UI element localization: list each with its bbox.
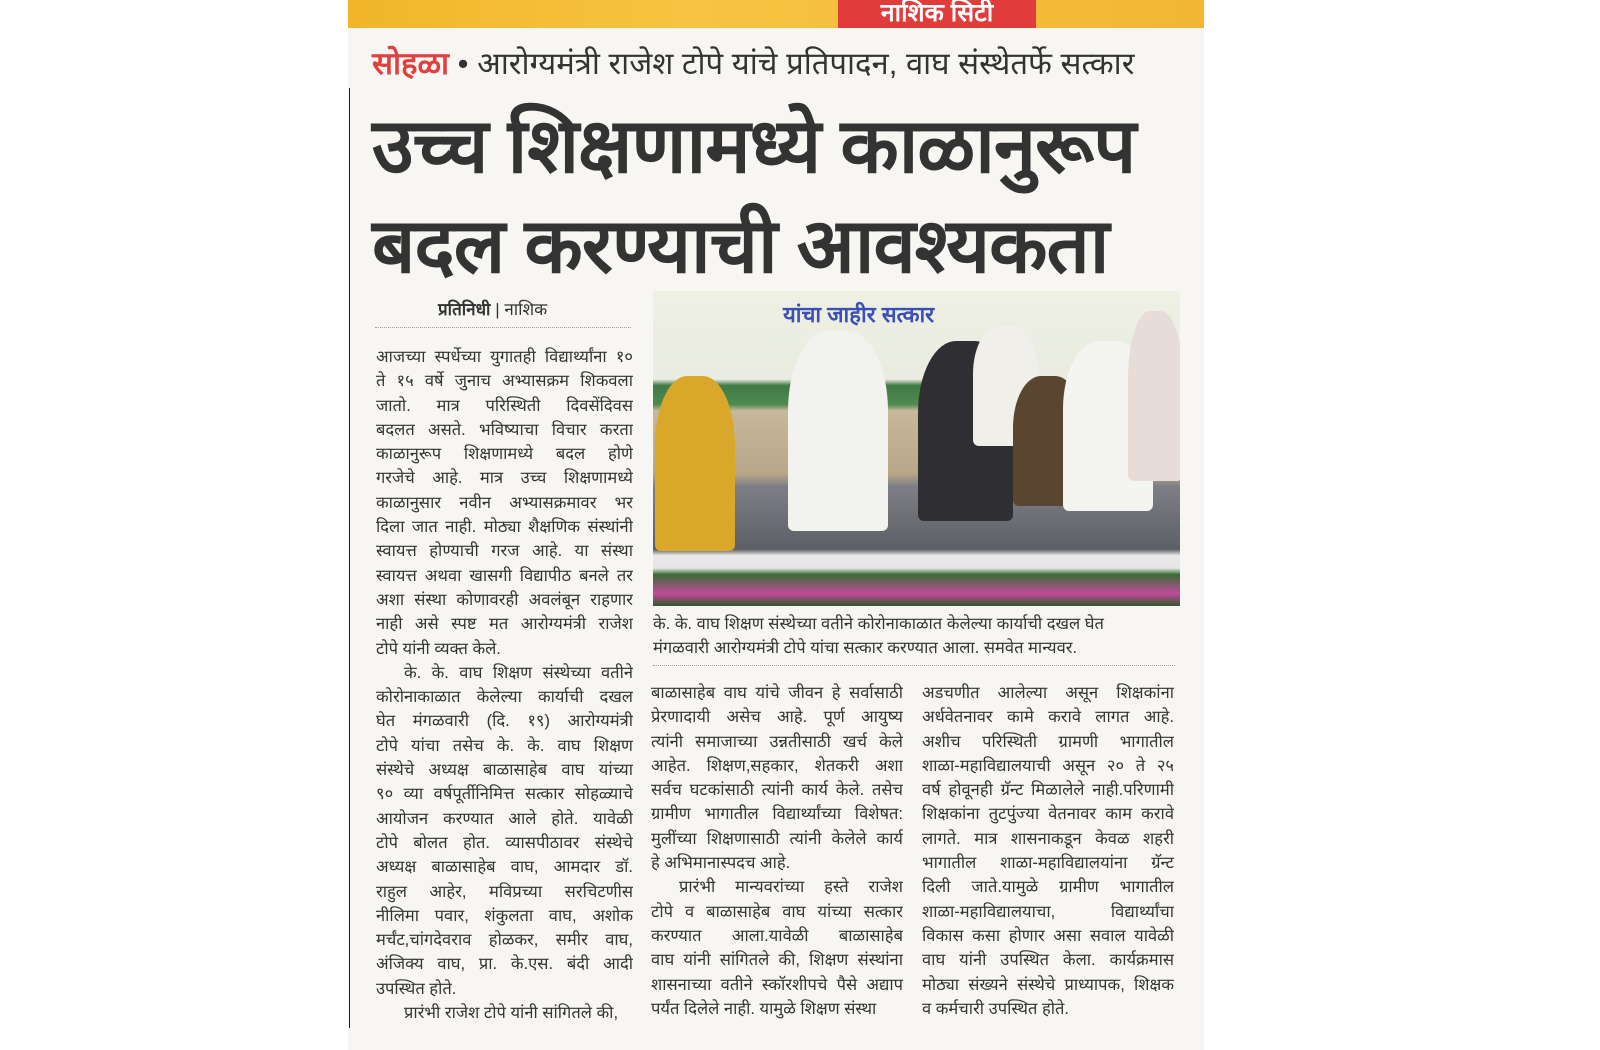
- article-line: उपस्थित होते.: [376, 979, 457, 998]
- article-line: ते १५ वर्षे जुनाच अभ्यासक्रम शिकवला: [376, 372, 633, 391]
- article-line: राहुल आहेर, मविप्रच्या सरचिटणीस: [376, 882, 633, 901]
- article-line: मोठ्या संख्यने संस्थेचे प्राध्यापक, शिक्षक: [922, 975, 1174, 994]
- kicker: [372, 42, 1134, 84]
- article-line: अशा संस्था कोणावरही अवलंबून राहणार: [376, 590, 633, 609]
- article-line: भागातील शाळा-महाविद्यालयांना ग्रॅन्ट: [922, 854, 1174, 873]
- article-line: जातो. मात्र परिस्थिती दिवसेंदिवस: [376, 396, 633, 415]
- byline-author: प्रतिनिधी: [438, 300, 491, 319]
- article-line: टोपे यांचा तसेच के. के. वाघ शिक्षण: [376, 736, 633, 755]
- article-line: दिली जाते.यामुळे ग्रामीण भागातील: [922, 878, 1174, 897]
- article-line: नाही असे स्पष्ट मत आरोग्यमंत्री राजेश: [376, 615, 633, 634]
- article-line: त्यांनी समाजाच्या उन्नतीसाठी खर्च केले: [651, 732, 903, 751]
- article-line: संस्थेचे अध्यक्ष बाळासाहेब वाघ यांच्या: [376, 761, 633, 780]
- section-tag: नाशिक सिटी: [838, 0, 1036, 28]
- article-line: वर्ष होवूनही ग्रॅन्ट मिळालेले नाही.परिणामी: [922, 781, 1174, 800]
- headline-line-2: बदल करण्याची आवश्यकता: [372, 204, 1109, 289]
- article-line: व कर्मचारी उपस्थित होते.: [922, 999, 1069, 1018]
- article-line: पर्यंत दिलेले नाही. यामुळे शिक्षण संस्था: [651, 999, 877, 1018]
- article-line: विकास कसा होणार असा सवाल यावेळी: [922, 926, 1174, 945]
- article-line: स्वायत्त अथवा खासगी विद्यापीठ बनले तर: [376, 566, 633, 585]
- kicker-lead: सोहळा: [372, 46, 450, 81]
- article-line: शाळा-महाविद्यालयाचा, विद्यार्थ्यांचा: [922, 902, 1174, 921]
- margin-line: [349, 88, 350, 1028]
- article-line: वाघ यांनी उपस्थित केला. कार्यक्रमास: [922, 951, 1174, 970]
- article-line: घेत मंगळवारी (दि. १९) आरोग्यमंत्री: [376, 712, 633, 731]
- article-line: अशीच परिस्थिती ग्रामणी भागातील: [922, 732, 1174, 751]
- article-line: वाघ यांनी सांगितले की, शिक्षण संस्थांना: [651, 951, 903, 970]
- article-line: टोपे यांनी व्यक्त केले.: [376, 639, 501, 658]
- article-line: काळानुसार नवीन अभ्यासक्रमावर भर: [376, 493, 633, 512]
- article-line: गरजेचे आहे. मात्र उच्च शिक्षणामध्ये: [376, 469, 633, 488]
- article-line: स्वायत्त होण्याची गरज आहे. या संस्था: [376, 542, 633, 561]
- article-line: मुलींच्या शिक्षणासाठी त्यांनी केलेले कार्य: [651, 829, 903, 848]
- article-line: प्रारंभी मान्यवरांच्या हस्ते राजेश: [679, 878, 903, 897]
- article-line: आहेत. शिक्षण,सहकार, शेतकरी अशा: [651, 756, 903, 775]
- kicker-text: • आरोग्यमंत्री राजेश टोपे यांचे प्रतिपादन, वाघ संस्थेतर्फे सत्कार: [449, 46, 1135, 81]
- byline-place: नाशिक: [504, 300, 548, 319]
- article-line: बाळासाहेब वाघ यांचे जीवन हे सर्वासाठी: [651, 684, 903, 702]
- article-line: प्रारंभी राजेश टोपे यांनी सांगितले की,: [404, 1004, 619, 1023]
- person-figure: [788, 331, 888, 531]
- article-line: काळानुरूप शिक्षणामध्ये बदल होणे: [376, 445, 633, 464]
- article-line: ग्रामीण भागातील विद्यार्थ्यांच्या विशेषत:: [651, 805, 903, 824]
- caption-line: मंगळवारी आरोग्यमंत्री टोपे यांचा सत्कार करण्यात आला. समवेत मान्यवर.: [653, 639, 1078, 657]
- byline-separator: |: [490, 300, 505, 319]
- person-figure: [655, 376, 735, 551]
- article-line: अंजिक्य वाघ, प्रा. के.एस. बंदी आदी: [376, 955, 633, 974]
- article-line: आयोजन करण्यात आले होते. यावेळी: [376, 809, 633, 828]
- article-line: लागते. मात्र शासनाकडून केवळ शहरी: [922, 829, 1174, 848]
- headline-line-1: उच्च शिक्षणामध्ये काळानुरूप: [372, 104, 1136, 189]
- article-line: अर्धवेतनावर कामे करावे लागत आहे.: [922, 708, 1174, 727]
- article-line: बदलत असते. भविष्याचा विचार करता: [376, 420, 633, 439]
- article-line: शासनाच्या वतीने स्कॉरशीपचे पैसे अद्याप: [651, 975, 903, 994]
- article-line: कोरोनाकाळात केलेल्या कार्याची दखल: [376, 688, 633, 707]
- article-line: टोपे व बाळासाहेब वाघ यांच्या सत्कार: [651, 902, 903, 921]
- article-line: करण्यात आला.यावेळी बाळासाहेब: [651, 926, 903, 945]
- article-line: के. के. वाघ शिक्षण संस्थेच्या वतीने: [404, 663, 633, 682]
- caption-rule: [653, 665, 1175, 666]
- article-line: नीलिमा पवार, शंकुलता वाघ, अशोक: [376, 906, 633, 925]
- byline: [438, 297, 547, 320]
- byline-rule: [375, 327, 631, 328]
- article-line: सर्वच घटकांसाठी त्यांनी कार्य केले. तसेच: [651, 781, 903, 800]
- person-figure: [1128, 311, 1180, 481]
- article-column-3: [922, 681, 1174, 1021]
- article-line: हे अभिमानास्पदच आहे.: [651, 854, 791, 873]
- article-line: मर्चंट,चांगदेवराव होळकर, समीर वाघ,: [376, 931, 633, 950]
- header-band: [348, 0, 1204, 28]
- news-photo: [653, 291, 1180, 606]
- article-line: आजच्या स्पर्धेच्या युगातही विद्यार्थ्यांना १०: [376, 348, 633, 366]
- article-line: अडचणीत आलेल्या असून शिक्षकांना: [922, 684, 1174, 702]
- article-column-1: [376, 345, 633, 1025]
- article-column-2: [651, 681, 903, 1021]
- article-line: प्रेरणादायी असेच आहे. पूर्ण आयुष्य: [651, 708, 903, 727]
- article-line: शाळा-महाविद्यालयाची असून २० ते २५: [922, 756, 1174, 775]
- article-line: शिक्षकांना तुटपुंज्या वेतनावर काम करावे: [922, 805, 1174, 824]
- photo-caption: [653, 612, 1180, 660]
- caption-line: के. के. वाघ शिक्षण संस्थेच्या वतीने कोरोनाकाळात केलेल्या कार्याची दखल घेत: [653, 615, 1104, 633]
- article-line: दिला जात नाही. मोठ्या शैक्षणिक संस्थांनी: [376, 518, 633, 537]
- article-line: टोपे बोलत होत. व्यासपीठावर संस्थेचे: [376, 833, 633, 852]
- photo-banner-text: यांचा जाहीर सत्कार: [783, 302, 935, 327]
- article-line: अध्यक्ष बाळासाहेब वाघ, आमदार डॉ.: [376, 858, 633, 877]
- article-line: ९० व्या वर्षपूर्तीनिमित्त सत्कार सोहळ्याचे: [376, 785, 633, 804]
